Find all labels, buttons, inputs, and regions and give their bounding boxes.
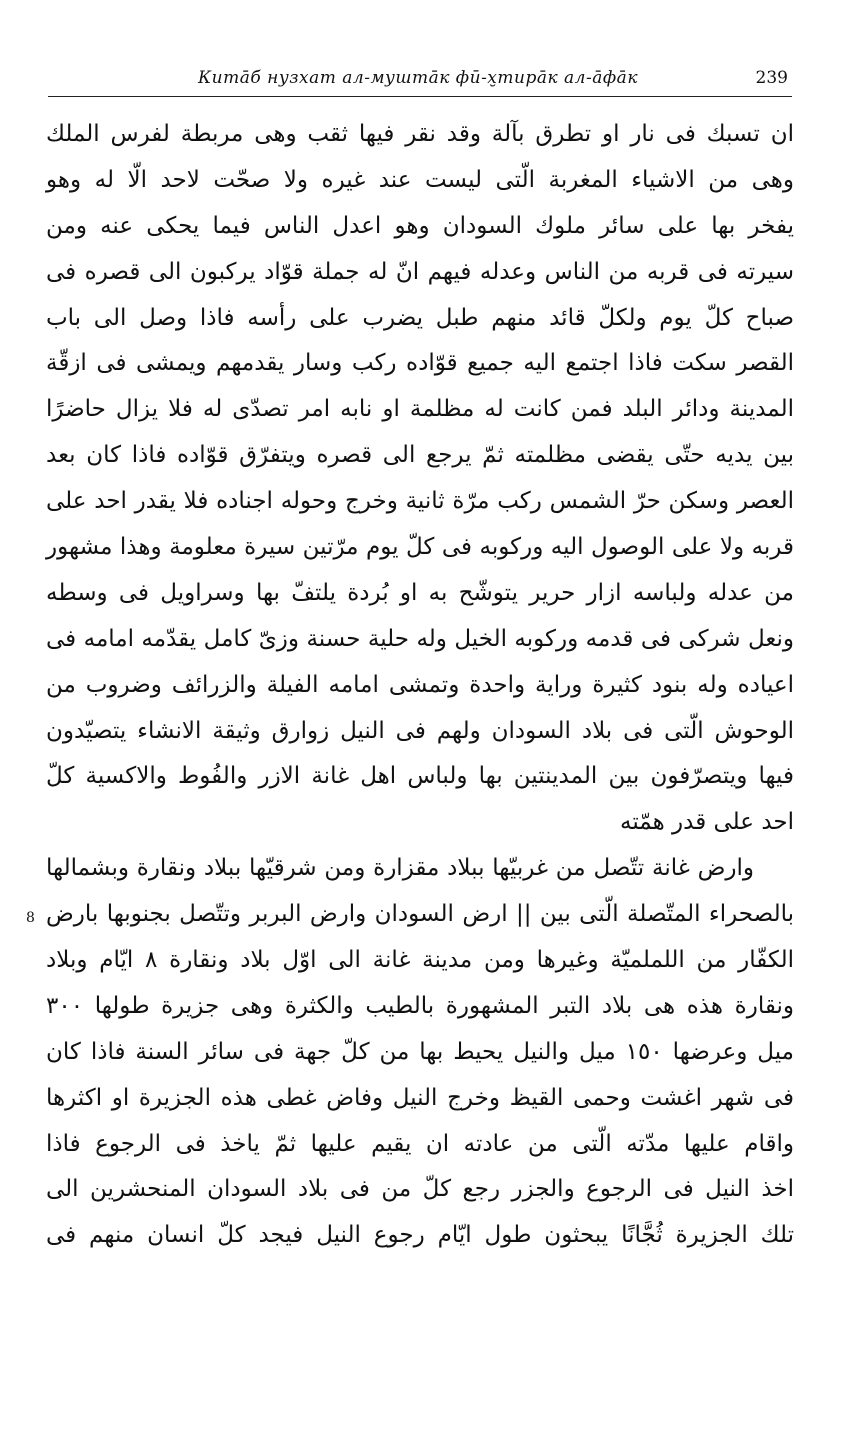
text-line: ونعل شركى فى قدمه وركوبه الخيل وله حلية حسنة وزىّ كامل يقدّمه امامه فى xyxy=(46,625,794,652)
text-line: القصر سكت فاذا اجتمع اليه جميع قوّاده ركب وسار يقدمهم ويمشى فى ازقّة xyxy=(46,350,794,377)
header-rule xyxy=(48,96,792,97)
page-number: 239 xyxy=(755,68,788,88)
text-line: فيها ويتصرّفون بين المدينتين بها ولباس اهل غانة الازر والفُوط والاكسية كلّ xyxy=(46,763,794,790)
text-line: اخذ النيل فى الرجوع والجزر رجع كلّ من فى بلاد السودان المنحشرين الى xyxy=(46,1176,794,1203)
arabic-body-text xyxy=(46,112,794,1259)
text-line: تلك الجزيرة ثُجَّانًا يبحثون طول ايّام رجوع النيل فيجد كلّ انسان منهم فى xyxy=(46,1222,794,1249)
running-title: Китāб нузхат ал-муштāк фӣ-х̮тирāк ал-āфāк xyxy=(198,68,638,88)
paragraph-start-line: وارض غانة تتّصل من غربيّها ببلاد مقزارة ومن شرقيّها ببلاد ونقارة وبشمالها xyxy=(46,855,754,882)
text-line: اعياده وله بنود كثيرة وراية واحدة وتمشى امامه الفيلة والزرائف وضروب من xyxy=(46,671,794,698)
text-line: واقام عليها مدّته الّتى من عادته ان يقيم عليها ثمّ ياخذ فى الرجوع فاذا xyxy=(46,1130,794,1157)
text-line: العصر وسكن حرّ الشمس ركب مرّة ثانية وخرج وحوله اجناده فلا يقدر احد على xyxy=(46,488,794,515)
text-line: ان تسبك فى نار او تطرق بآلة وقد نقر فيها ثقب وهى مربطة لفرس الملك xyxy=(46,121,794,147)
text-line: ونقارة هذه هى بلاد التبر المشهورة بالطيب والكثرة وهى جزيرة طولها ٣٠٠ xyxy=(46,992,794,1019)
text-line: سيرته فى قربه من الناس وعدله فيهم انّ له جملة قوّاد يركبون الى قصره فى xyxy=(46,258,794,285)
text-line: ميل وعرضها ١٥٠ ميل والنيل يحيط بها من كلّ جهة فى سائر السنة فاذا كان xyxy=(46,1038,794,1065)
text-line: الوحوش الّتى فى بلاد السودان ولهم فى النيل زوارق وثيقة الانشاء يتصيّدون xyxy=(46,717,794,744)
text-line: يفخر بها على سائر ملوك السودان وهو اعدل الناس فيما يحكى عنه ومن xyxy=(46,212,794,239)
margin-line-number: 8 xyxy=(26,910,35,926)
text-line: الكفّار من اللملميّة وغيرها ومن مدينة غانة الى اوّل بلاد ونقارة ٨ ايّام وبلاد xyxy=(46,947,794,974)
page-header xyxy=(48,66,792,96)
text-line: بين يديه حتّى يقضى مظلمته ثمّ يرجع الى قصره ويتفرّق قوّاده فاذا كان بعد xyxy=(46,442,794,469)
text-line: قربه ولا على الوصول اليه وركوبه فى كلّ يوم مرّتين سيرة معلومة وهذا مشهور xyxy=(46,534,794,561)
text-line: صباح كلّ يوم ولكلّ قائد منهم طبل يضرب على رأسه فاذا وصل الى باب xyxy=(46,304,794,331)
text-line: بالصحراء المتّصلة الّتى بين || ارض السودان وارض البربر وتتّصل بجنوبها بارض xyxy=(46,901,794,928)
text-line: المدينة ودائر البلد فمن كانت له مظلمة او نابه امر تصدّى له فلا يزال حاضرًا xyxy=(46,396,794,423)
text-line: فى شهر اغشت وحمى القيظ وخرج النيل وفاض غطى هذه الجزيرة او اكثرها xyxy=(46,1084,794,1111)
text-line: من عدله ولباسه ازار حرير يتوشّح به او بُردة يلتفّ بها وسراويل فى وسطه xyxy=(46,579,794,606)
text-line: وهى من الاشياء المغربة الّتى ليست عند غيره ولا صحّت لاحد الّا له وهو xyxy=(46,166,794,193)
paragraph-end-line: احد على قدر همّته xyxy=(620,809,794,836)
